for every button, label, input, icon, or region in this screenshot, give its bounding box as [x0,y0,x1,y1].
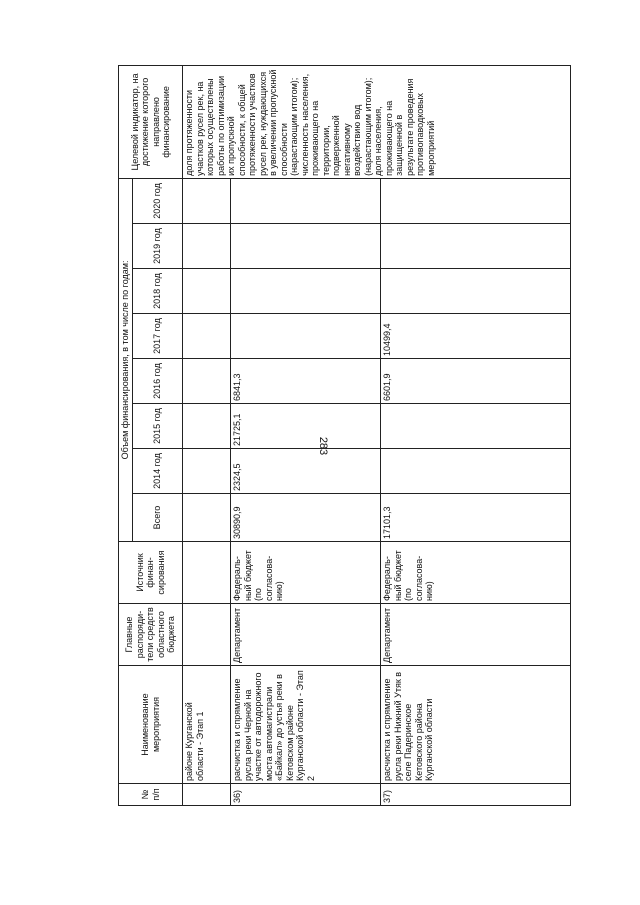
row-2019 [183,224,231,269]
header-year-2019: 2019 год [133,224,183,269]
row-2020 [231,178,381,223]
header-year-2016: 2016 год [133,359,183,404]
header-year-2014: 2014 год [133,449,183,494]
table-row [183,65,231,805]
row-2016: 6841,3 [231,359,381,404]
row-2019 [231,224,381,269]
row-admin [183,604,231,666]
header-year-2020: 2020 год [133,178,183,223]
row-2020 [381,178,571,223]
header-year-2018: 2018 год [133,269,183,314]
financing-table [118,65,571,806]
row-num [183,784,231,806]
row-admin: Департамент [231,604,381,666]
row-name: расчистка и спрямление русла реки Нижний Утяк в селе Падеринское Кетовского района Курганской области [381,666,571,784]
row-name: районе Курганской области - Этап 1 [183,666,231,784]
row-target: доля протяженности участков русел рек, на которых осуществлены работы по оптимизации их пропускной способности, к общей протяженности участков русел рек, нуждающихся в увеличении пропускной способности (нарастающим итогом); численность населения, проживающего на территории, подверженной негативному воздействию вод (нарастающим итогом); доля населения, проживающего на защищенной в результате проведения противопаводковых мероприятий [183,65,571,178]
row-2016: 6601,9 [381,359,571,404]
row-admin: Департамент [381,604,571,666]
rotated-table-container [118,66,638,806]
row-2014: 2324,5 [231,449,381,494]
row-2014 [381,449,571,494]
row-2017 [183,314,231,359]
row-2018 [183,269,231,314]
header-source: Источник финан-сирования [119,542,183,604]
row-2014 [183,449,231,494]
row-total: 30890,9 [231,494,381,542]
row-2019 [381,224,571,269]
row-total [183,494,231,542]
row-2018 [231,269,381,314]
row-2017: 10499,4 [381,314,571,359]
header-num: № п/п [119,784,183,806]
row-2015 [381,404,571,449]
row-2017 [231,314,381,359]
row-2018 [381,269,571,314]
row-source: Федераль-ный бюджет (по согласова-нию) [231,542,381,604]
row-2020 [183,178,231,223]
row-2016 [183,359,231,404]
row-2015 [183,404,231,449]
header-year-2015: 2015 год [133,404,183,449]
row-source: Федераль-ный бюджет (по согласова-нию) [381,542,571,604]
row-2015: 21725,1 [231,404,381,449]
page-number: 283 [317,436,329,456]
header-name: Наименование мероприятия [119,666,183,784]
header-admin: Главные распоряди-тели средств областного бюджета [119,604,183,666]
row-source [183,542,231,604]
row-name: расчистка и спрямление русла реки Черной на участке от автодорожного моста автомагистрали «Байкал» до устья реки в Кетовском районе Курганской области - Этап 2 [231,666,381,784]
header-volume-group: Объем финансирования, в том числе по годам: [119,178,133,541]
row-total: 17101,3 [381,494,571,542]
row-num: 36) [231,784,381,806]
header-total: Всего [133,494,183,542]
header-target: Целевой индикатор, на достижение которого направлено финансирование [119,65,183,178]
row-num: 37) [381,784,571,806]
header-year-2017: 2017 год [133,314,183,359]
